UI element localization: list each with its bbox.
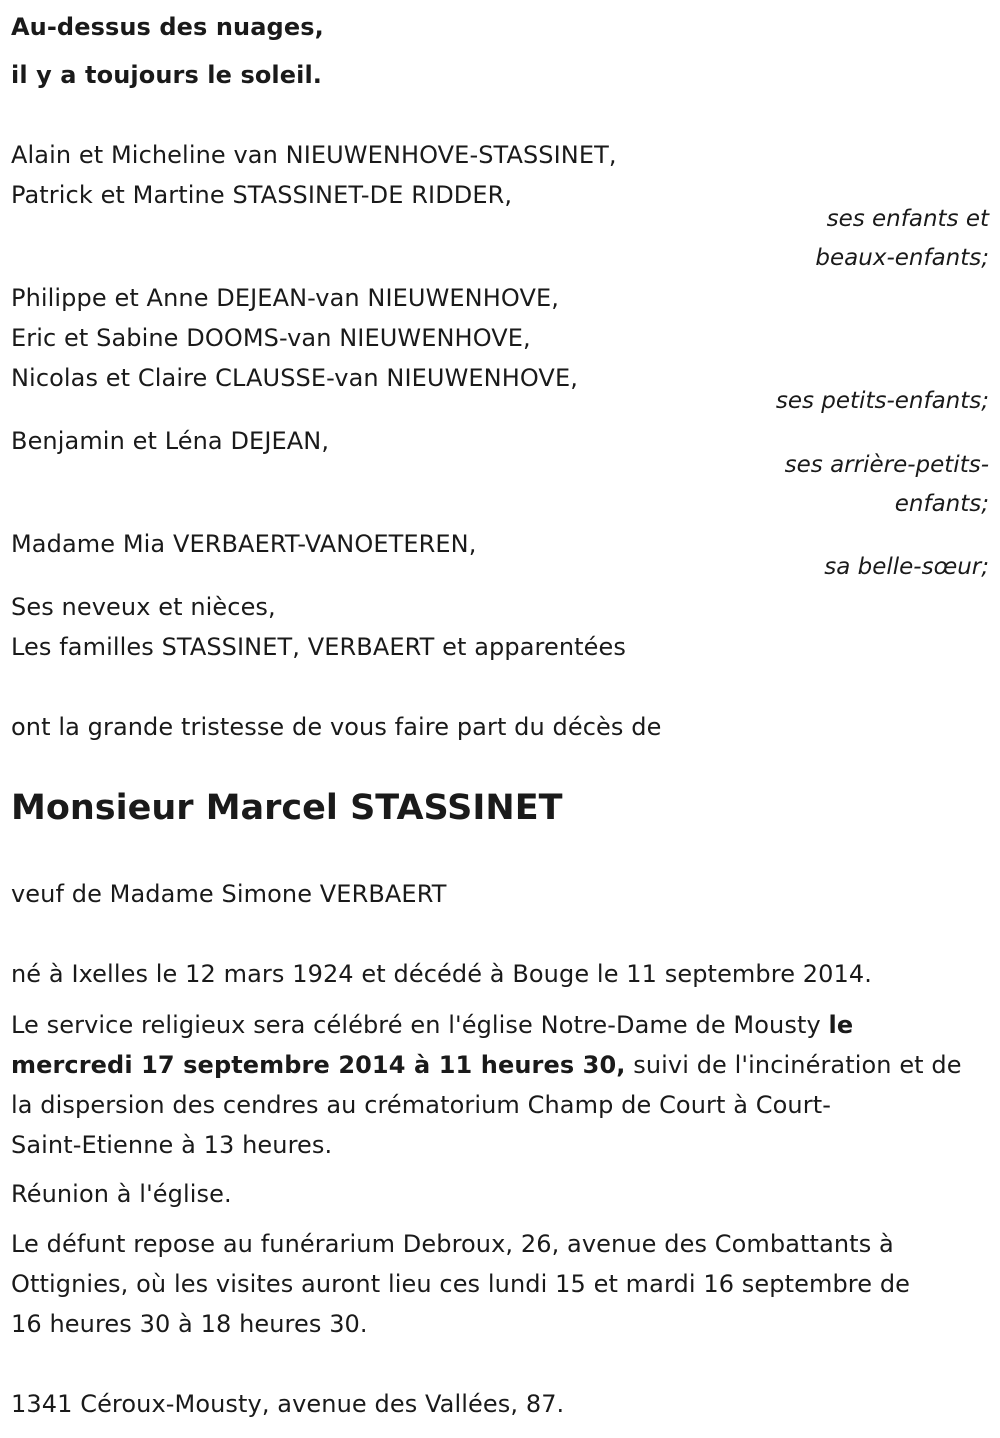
service-line-4: Saint-Etienne à 13 heures. (11, 1131, 333, 1159)
relation-label: beaux-enfants; (815, 245, 989, 271)
relation-label: sa belle-sœur; (824, 554, 989, 580)
family-name-line: Alain et Micheline van NIEUWENHOVE-STASSINET, (11, 141, 617, 169)
relation-label: ses petits-enfants; (775, 388, 989, 414)
funeral-home-line-3: 16 heures 30 à 18 heures 30. (11, 1310, 368, 1338)
relation-label: enfants; (894, 491, 989, 517)
service-line-3: la dispersion des cendres au crématorium Champ de Court à Court- (11, 1091, 831, 1119)
family-name-line: Eric et Sabine DOOMS-van NIEUWENHOVE, (11, 324, 531, 352)
family-name-line: Philippe et Anne DEJEAN-van NIEUWENHOVE, (11, 284, 559, 312)
birth-death-line: né à Ixelles le 12 mars 1924 et décédé à Bouge le 11 septembre 2014. (11, 960, 872, 988)
family-name-line: Nicolas et Claire CLAUSSE-van NIEUWENHOVE, (11, 364, 578, 392)
epigraph-line-1: Au-dessus des nuages, (11, 13, 324, 41)
family-name-line: Madame Mia VERBAERT-VANOETEREN, (11, 530, 477, 558)
epigraph-line-2: il y a toujours le soleil. (11, 61, 322, 89)
service-intro: Le service religieux sera célébré en l'église Notre-Dame de Mousty (11, 1011, 829, 1039)
family-name-line: Les familles STASSINET, VERBAERT et apparentées (11, 633, 626, 661)
service-line-1 (11, 1010, 853, 1040)
relation-label: ses arrière-petits- (784, 452, 989, 478)
service-after: suivi de l'incinération et de (625, 1051, 962, 1079)
family-name-line: Benjamin et Léna DEJEAN, (11, 427, 330, 455)
funeral-home-line-2: Ottignies, où les visites auront lieu ces lundi 15 et mardi 16 septembre de (11, 1270, 911, 1298)
address-line: 1341 Céroux-Mousty, avenue des Vallées, 87. (11, 1390, 565, 1418)
family-name-line: Patrick et Martine STASSINET-DE RIDDER, (11, 181, 513, 209)
service-date-bold: mercredi 17 septembre 2014 à 11 heures 30, (11, 1051, 626, 1079)
deceased-name: Monsieur Marcel STASSINET (11, 788, 563, 828)
widower-line: veuf de Madame Simone VERBAERT (11, 880, 447, 908)
service-line-2 (11, 1050, 962, 1080)
announcement-text: ont la grande tristesse de vous faire part du décès de (11, 713, 662, 741)
funeral-home-line-1: Le défunt repose au funérarium Debroux, 26, avenue des Combattants à (11, 1230, 894, 1258)
service-date-bold: le (828, 1011, 854, 1039)
family-name-line: Ses neveux et nièces, (11, 593, 276, 621)
relation-label: ses enfants et (826, 206, 989, 232)
reunion-line: Réunion à l'église. (11, 1180, 232, 1208)
